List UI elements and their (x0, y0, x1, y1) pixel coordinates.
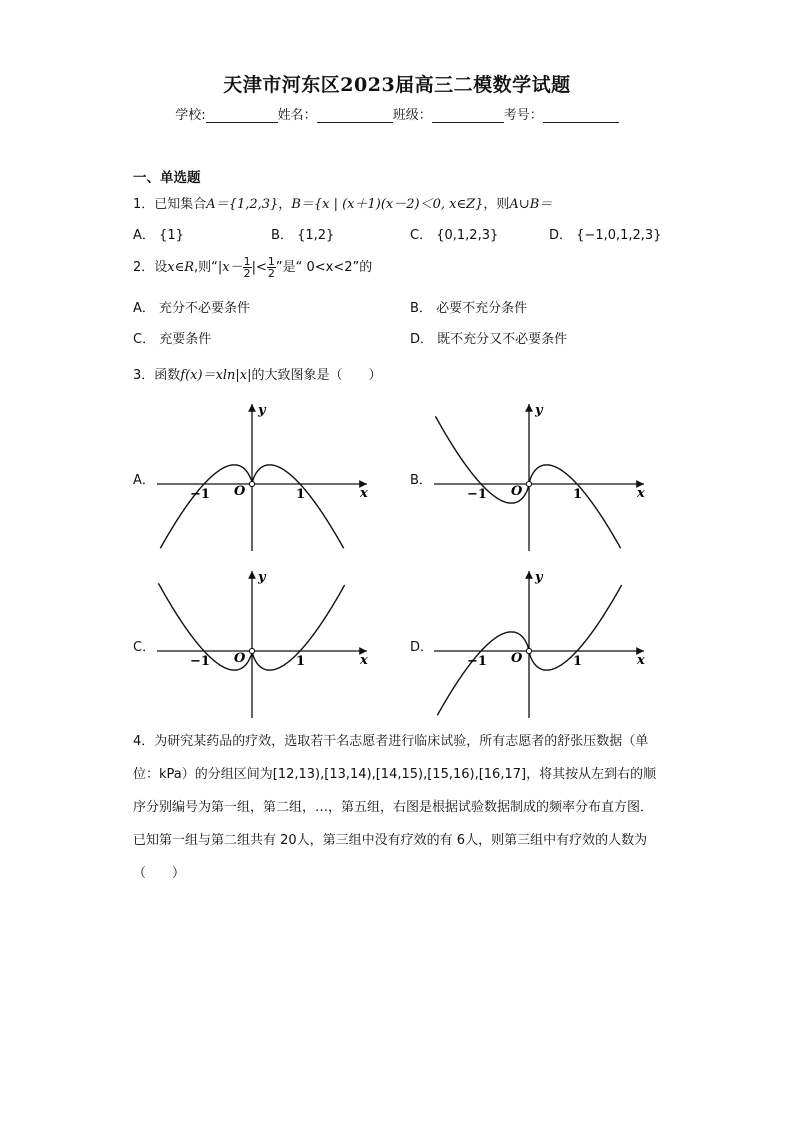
q1-option-b[interactable]: B． {1,2} (271, 228, 335, 243)
section-heading: 一、单选题 (133, 170, 201, 186)
q1-set-b: B＝{x | (x＋1)(x－2)＜0, x∈Z} (291, 197, 484, 212)
q3-option-b-label[interactable]: B． (410, 473, 432, 488)
origin-hole (526, 648, 531, 653)
school-label: 学校: (175, 108, 206, 123)
tick-label-1: 1 (296, 654, 306, 669)
tick-label-neg1: −1 (467, 654, 487, 669)
x-axis-label: x (637, 486, 645, 501)
number-blank[interactable] (543, 108, 619, 123)
student-info-line (0, 104, 794, 123)
graph-option-d[interactable] (432, 565, 652, 720)
q3-option-a-label[interactable]: A． (133, 473, 155, 488)
school-blank[interactable] (206, 108, 278, 123)
origin-label: O (511, 651, 523, 666)
class-blank[interactable] (432, 108, 504, 123)
origin-hole (249, 648, 254, 653)
question-4-stem: 4．为研究某药品的疗效，选取若干名志愿者进行临床试验，所有志愿者的舒张压数据（单位：kPa）的分组区间为[12,13),[13,14),[14,15),[15,16),[16,17]，将其按从左到右的顺序分别编号为第一组，第二组，…，第五组，右图是根据试验数据制成的频率分布直方图．已知第一组与第二组共有 20人，第三组中没有疗效的有 6人，则第三组中有疗效的人数为（ ） (133, 734, 657, 881)
graph-option-a[interactable] (155, 398, 375, 553)
y-axis-label: y (258, 570, 266, 585)
question-1-stem (133, 193, 552, 212)
tick-label-neg1: −1 (190, 654, 210, 669)
origin-label: O (234, 651, 246, 666)
number-label: 考号： (503, 108, 543, 123)
q3-function: f(x)＝xln|x| (180, 368, 252, 383)
origin-hole (249, 481, 254, 486)
fraction-one-half: $\frac{1}{2}$ (243, 255, 251, 280)
tick-label-1: 1 (296, 487, 306, 502)
q2-option-c[interactable]: C． 充要条件 (133, 332, 212, 347)
origin-hole (526, 481, 531, 486)
fraction-one-half: $\frac{1}{2}$ (267, 255, 275, 280)
graph-option-b[interactable] (432, 398, 652, 553)
x-axis-label: x (360, 486, 368, 501)
q1-union: A∪B＝ (509, 197, 553, 212)
name-label: 姓名： (277, 108, 317, 123)
y-axis-label: y (535, 570, 543, 585)
q2-option-b[interactable]: B． 必要不充分条件 (410, 301, 528, 316)
q2-option-a[interactable]: A． 充分不必要条件 (133, 301, 251, 316)
q3-option-d-label[interactable]: D． (410, 640, 434, 655)
origin-label: O (234, 484, 246, 499)
name-blank[interactable] (317, 108, 393, 123)
tick-label-neg1: −1 (467, 487, 487, 502)
y-axis-label: y (535, 403, 543, 418)
question-2-stem: 2．设x∈R,则“|x－ $\frac{1}{2}$ |< $\frac{1}{2}$ ”是“ 0<x<2”的 (133, 255, 373, 280)
document-title: 天津市河东区2023届高三二模数学试题 (223, 74, 571, 96)
question-3-stem: 3．函数f(x)＝xln|x|的大致图象是（ ） (133, 368, 382, 383)
q3-option-c-label[interactable]: C． (133, 640, 156, 655)
q1-prefix: 1．已知集合 (133, 197, 207, 212)
x-axis-label: x (637, 653, 645, 668)
q1-option-a[interactable]: A． {1} (133, 228, 184, 243)
tick-label-1: 1 (573, 487, 583, 502)
q1-option-d[interactable]: D． {−1,0,1,2,3} (549, 228, 662, 243)
q1-separator: ， (278, 197, 292, 212)
x-axis-label: x (360, 653, 368, 668)
tick-label-neg1: −1 (190, 487, 210, 502)
origin-label: O (511, 484, 523, 499)
q1-suffix: ，则 (483, 197, 510, 212)
q1-option-c[interactable]: C． {0,1,2,3} (410, 228, 499, 243)
y-axis-label: y (258, 403, 266, 418)
tick-label-1: 1 (573, 654, 583, 669)
graph-option-c[interactable] (155, 565, 375, 720)
q2-option-d[interactable]: D． 既不充分又不必要条件 (410, 332, 568, 347)
q1-set-a: A＝{1,2,3} (206, 197, 279, 212)
class-label: 班级： (392, 108, 432, 123)
